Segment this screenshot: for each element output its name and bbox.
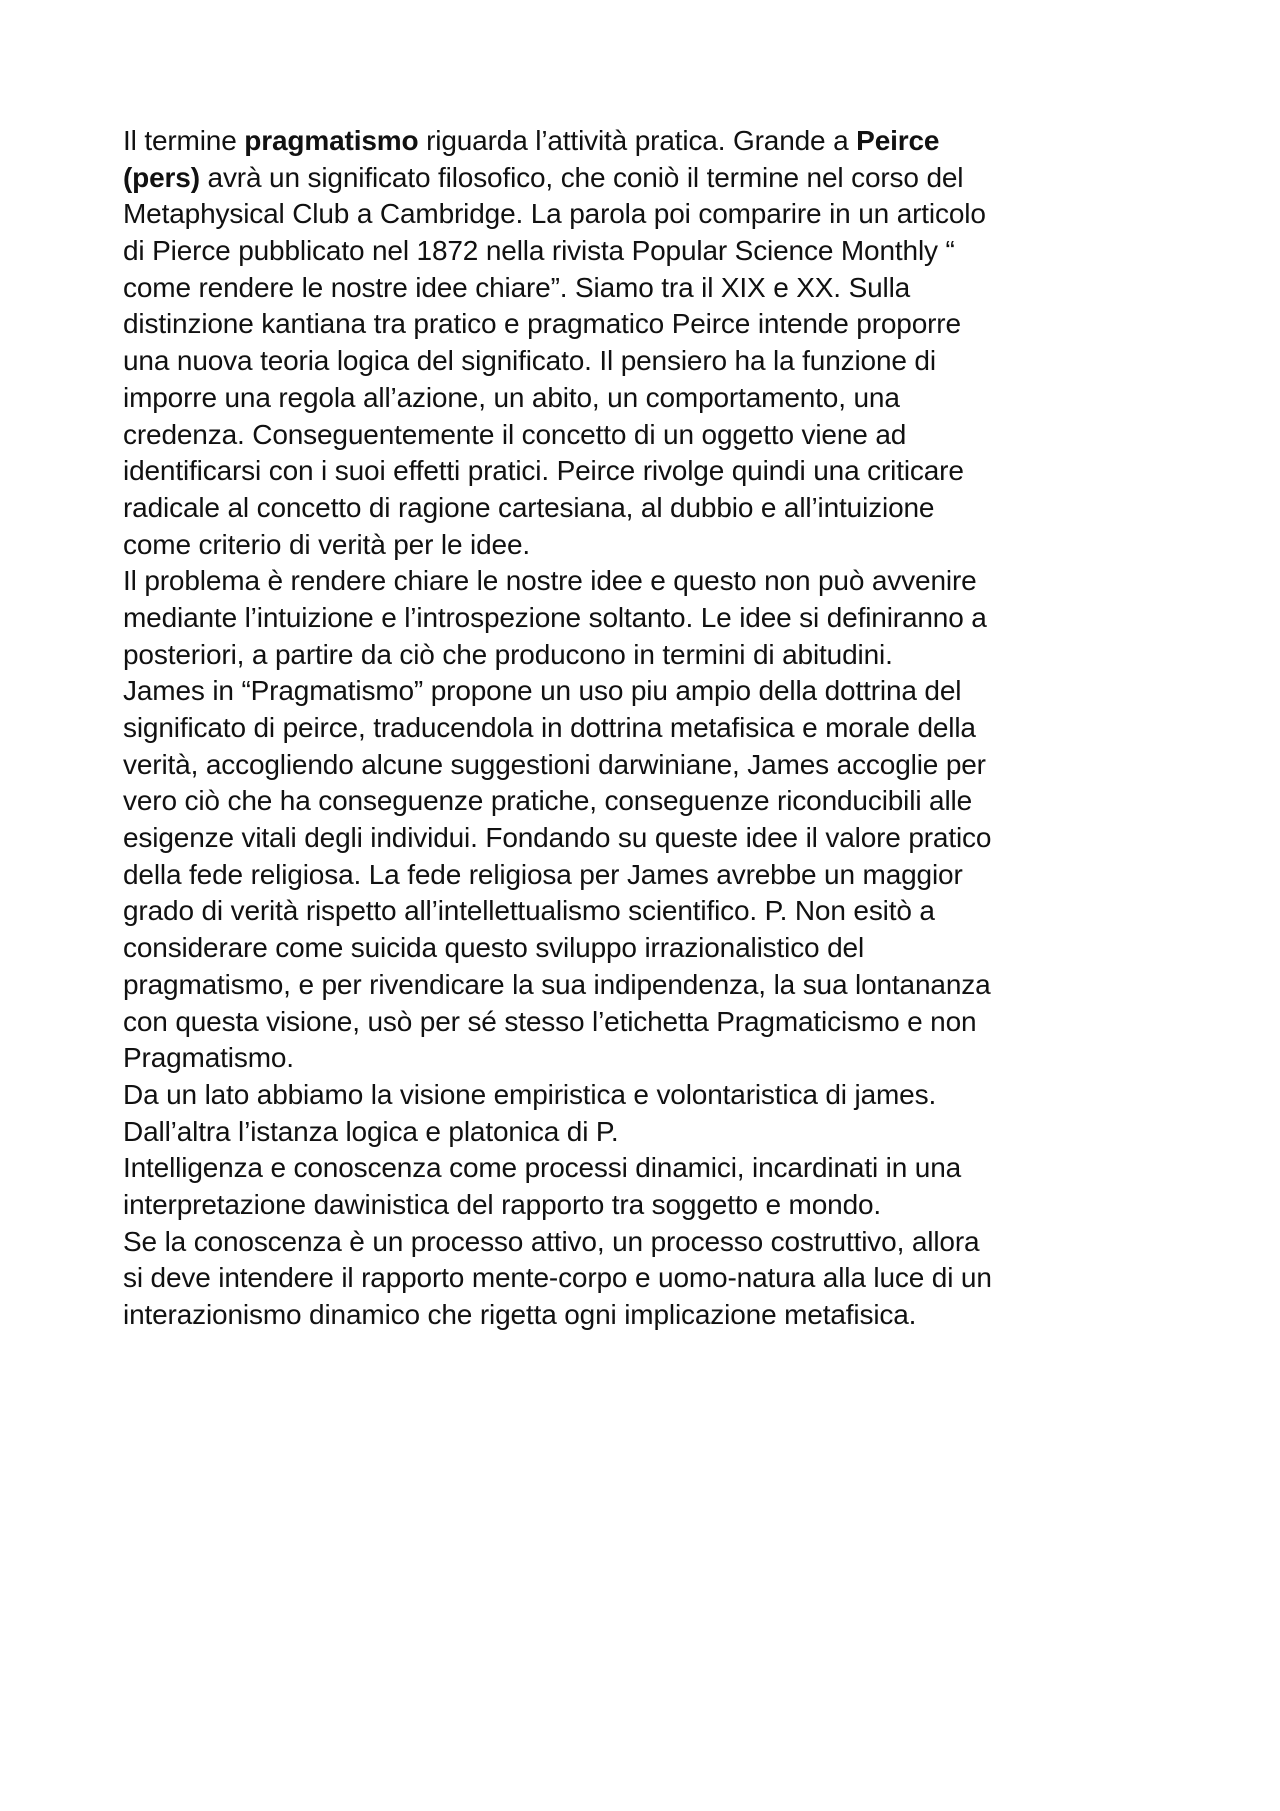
text-run: riguarda l’attività pratica. Grande a (418, 125, 857, 156)
text-run: si deve intendere il rapporto mente-corpo e uomo-natura alla luce di un (123, 1262, 992, 1294)
text-run: una nuova teoria logica del significato. Il pensiero ha la funzione di (123, 345, 936, 377)
text-run: Dall’altra l’istanza logica e platonica di P. (123, 1115, 619, 1147)
text-line (123, 857, 1173, 894)
text-line (123, 637, 1173, 674)
text-run: grado di verità rispetto all’intellettualismo scientifico. P. Non esitò a (123, 895, 935, 927)
text-line (123, 343, 1173, 380)
text-line (123, 1004, 1173, 1041)
text-run: vero ciò che ha conseguenze pratiche, conseguenze riconducibili alle (123, 785, 973, 817)
text-run: Il termine (123, 125, 245, 156)
text-run: di Pierce pubblicato nel 1872 nella rivista Popular Science Monthly “ (123, 235, 955, 267)
body-text (123, 123, 1173, 1334)
text-line (123, 820, 1173, 857)
text-line (123, 1150, 1173, 1187)
text-line (123, 783, 1173, 820)
text-line (123, 380, 1173, 417)
text-run: come criterio di verità per le idee. (123, 528, 530, 560)
bold-term: Peirce (856, 125, 940, 156)
text-line (123, 967, 1173, 1004)
text-run: Da un lato abbiamo la visione empiristica e volontaristica di james. (123, 1078, 937, 1110)
text-line (123, 600, 1173, 637)
text-line (123, 930, 1173, 967)
text-line (123, 1040, 1173, 1077)
text-line (123, 270, 1173, 307)
text-run: James in “Pragmatismo” propone un uso piu ampio della dottrina del (123, 675, 962, 707)
text-run: Il problema è rendere chiare le nostre idee e questo non può avvenire (123, 565, 977, 597)
text-line (123, 1297, 1173, 1334)
bold-term: (pers) (123, 161, 200, 193)
text-run: verità, accogliendo alcune suggestioni darwiniane, James accoglie per (123, 748, 986, 780)
text-line (123, 160, 1173, 197)
text-run: Intelligenza e conoscenza come processi dinamici, incardinati in una (123, 1152, 962, 1184)
text-line (123, 527, 1173, 564)
bold-term: pragmatismo (244, 125, 419, 156)
text-line (123, 1224, 1173, 1261)
text-run: posteriori, a partire da ciò che producono in termini di abitudini. (123, 638, 893, 670)
text-run: mediante l’intuizione e l’introspezione soltanto. Le idee si definiranno a (123, 601, 987, 633)
text-line (123, 893, 1173, 930)
text-line (123, 453, 1173, 490)
text-line (123, 490, 1173, 527)
text-run: con questa visione, usò per sé stesso l’etichetta Pragmaticismo e non (123, 1005, 977, 1037)
text-run: pragmatismo, e per rivendicare la sua indipendenza, la sua lontananza (123, 968, 991, 1000)
text-line (123, 196, 1173, 233)
text-run: identificarsi con i suoi effetti pratici. Peirce rivolge quindi una criticare (123, 455, 964, 487)
text-line (123, 417, 1173, 454)
text-line (123, 563, 1173, 600)
text-run: distinzione kantiana tra pratico e pragmatico Peirce intende proporre (123, 308, 961, 340)
text-run: della fede religiosa. La fede religiosa per James avrebbe un maggior (123, 858, 963, 890)
text-run: interazionismo dinamico che rigetta ogni implicazione metafisica. (123, 1299, 917, 1330)
text-line (123, 1077, 1173, 1114)
text-line (123, 1187, 1173, 1224)
text-line (123, 747, 1173, 784)
text-run: radicale al concetto di ragione cartesiana, al dubbio e all’intuizione (123, 491, 935, 523)
text-line (123, 710, 1173, 747)
text-run: considerare come suicida questo sviluppo irrazionalistico del (123, 932, 865, 964)
text-run: interpretazione dawinistica del rapporto tra soggetto e mondo. (123, 1188, 882, 1220)
text-run: credenza. Conseguentemente il concetto di un oggetto viene ad (123, 418, 907, 450)
text-run: come rendere le nostre idee chiare”. Siamo tra il XIX e XX. Sulla (123, 271, 911, 303)
text-line (123, 1114, 1173, 1151)
text-line (123, 1260, 1173, 1297)
text-line (123, 306, 1173, 343)
text-run: esigenze vitali degli individui. Fondando su queste idee il valore pratico (123, 822, 992, 854)
text-run: Metaphysical Club a Cambridge. La parola poi comparire in un articolo (123, 198, 986, 230)
text-run: Se la conoscenza è un processo attivo, un processo costruttivo, allora (123, 1225, 980, 1257)
text-line (123, 123, 1173, 160)
text-run: Pragmatismo. (123, 1042, 294, 1074)
text-run: imporre una regola all’azione, un abito, un comportamento, una (123, 381, 900, 413)
text-run: avrà un significato filosofico, che coniò il termine nel corso del (199, 161, 964, 193)
text-line (123, 233, 1173, 270)
text-run: significato di peirce, traducendola in dottrina metafisica e morale della (123, 712, 976, 743)
text-line (123, 673, 1173, 710)
